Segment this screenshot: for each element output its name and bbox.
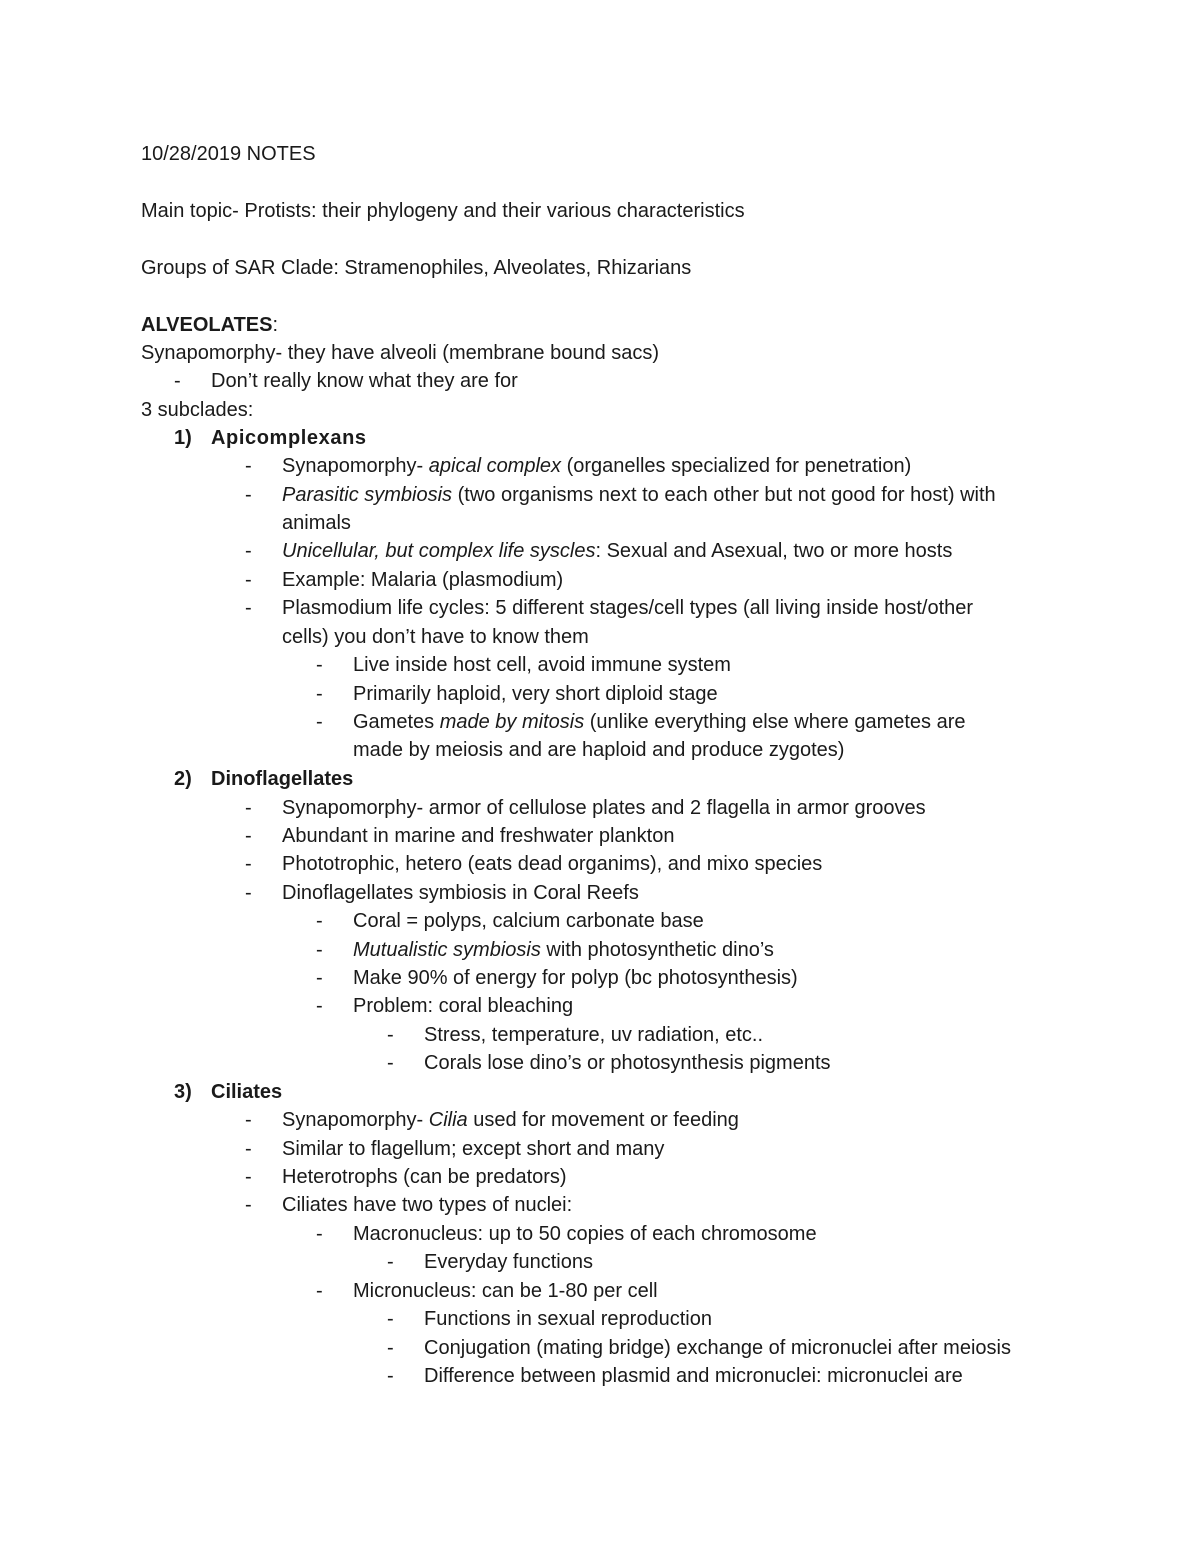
- bullet-dash: -: [316, 711, 323, 733]
- bullet-dash: -: [316, 967, 323, 989]
- bullet-dash: -: [387, 1024, 394, 1046]
- ciliates-bullet-4: Ciliates have two types of nuclei:: [282, 1194, 573, 1216]
- ciliates-number: 3): [174, 1081, 192, 1103]
- ciliates-sub-1: Macronucleus: up to 50 copies of each chromosome: [353, 1223, 817, 1245]
- ciliates-bullet-1: [282, 1106, 739, 1134]
- dinoflagellates-subsub-1: Stress, temperature, uv radiation, etc..: [424, 1024, 764, 1046]
- ciliates-subsub-4: Difference between plasmid and micronuclei: micronuclei are: [424, 1365, 963, 1387]
- bullet-dash: -: [245, 797, 252, 819]
- italic-term: Parasitic symbiosis: [282, 484, 453, 506]
- apicomplexans-plasmodium: Plasmodium life cycles: 5 different stages/cell types (all living inside host/other: [282, 597, 974, 619]
- text-segment: : Sexual and Asexual, two or more hosts: [595, 540, 953, 562]
- bullet-dash: -: [245, 1138, 252, 1160]
- text-segment: Synapomorphy-: [282, 1109, 429, 1131]
- subclades-label: 3 subclades:: [141, 399, 254, 421]
- bullet-dash: -: [387, 1365, 394, 1387]
- text-segment: Synapomorphy-: [282, 455, 429, 477]
- text-segment: with photosynthetic dino’s: [540, 939, 774, 961]
- bullet-dash: -: [245, 1194, 252, 1216]
- apicomplexans-plasmodium-cont: cells) you don’t have to know them: [282, 626, 589, 648]
- ciliates-heading: Ciliates: [211, 1081, 283, 1103]
- dinoflagellates-heading: Dinoflagellates: [211, 768, 354, 790]
- italic-term: made by mitosis: [439, 711, 585, 733]
- dinoflagellates-sub-3: Make 90% of energy for polyp (bc photosynthesis): [353, 967, 798, 989]
- apicomplexans-sub-3-cont: made by meiosis and are haploid and produce zygotes): [353, 739, 845, 761]
- bullet-dash: -: [387, 1052, 394, 1074]
- bullet-dash: -: [316, 1223, 323, 1245]
- bullet-dash: -: [245, 1109, 252, 1131]
- bullet-dash: -: [245, 1166, 252, 1188]
- date-line: 10/28/2019 NOTES: [141, 143, 316, 165]
- dinoflagellates-sub-2: [353, 936, 774, 964]
- dinoflagellates-bullet-2: Abundant in marine and freshwater plankton: [282, 825, 675, 847]
- bullet-dash: -: [387, 1251, 394, 1273]
- bullet-dash: -: [245, 540, 252, 562]
- ciliates-subsub-2: Functions in sexual reproduction: [424, 1308, 712, 1330]
- bullet-dash: -: [316, 654, 323, 676]
- apicomplexans-sub-1: Live inside host cell, avoid immune system: [353, 654, 731, 676]
- apicomplexans-sub-3: [353, 708, 966, 736]
- bullet-dash: -: [245, 825, 252, 847]
- italic-term: apical complex: [428, 455, 562, 477]
- italic-term: Cilia: [428, 1109, 468, 1131]
- ciliates-bullet-3: Heterotrophs (can be predators): [282, 1166, 567, 1188]
- alveolates-heading: [141, 311, 278, 339]
- bullet-dash: -: [245, 597, 252, 619]
- bullet-dash: -: [316, 910, 323, 932]
- apicomplexans-example: Example: Malaria (plasmodium): [282, 569, 564, 591]
- dinoflagellates-number: 2): [174, 768, 192, 790]
- bullet-dash: -: [245, 484, 252, 506]
- bullet-dash: -: [245, 455, 252, 477]
- dinoflagellates-bullet-3: Phototrophic, hetero (eats dead organims), and mixo species: [282, 853, 823, 875]
- ciliates-subsub-1: Everyday functions: [424, 1251, 593, 1273]
- dinoflagellates-subsub-2: Corals lose dino’s or photosynthesis pigments: [424, 1052, 831, 1074]
- apicomplexans-heading: Apicomplexans: [211, 427, 367, 449]
- text-segment: Gametes: [353, 711, 440, 733]
- alveolates-heading-colon: :: [272, 314, 279, 336]
- bullet-dash: -: [245, 853, 252, 875]
- text-segment: (unlike everything else where gametes are: [584, 711, 966, 733]
- ciliates-bullet-2: Similar to flagellum; except short and many: [282, 1138, 665, 1160]
- dinoflagellates-bullet-4: Dinoflagellates symbiosis in Coral Reefs: [282, 882, 639, 904]
- italic-term: Mutualistic symbiosis: [353, 939, 541, 961]
- dinoflagellates-sub-4: Problem: coral bleaching: [353, 995, 574, 1017]
- bullet-dash: -: [174, 370, 181, 392]
- apicomplexans-number: 1): [174, 427, 192, 449]
- text-segment: used for movement or feeding: [467, 1109, 739, 1131]
- dinoflagellates-bullet-1: Synapomorphy- armor of cellulose plates and 2 flagella in armor grooves: [282, 797, 926, 819]
- bullet-dash: -: [387, 1337, 394, 1359]
- bullet-dash: -: [245, 569, 252, 591]
- bullet-dash: -: [316, 939, 323, 961]
- bullet-dash: -: [316, 995, 323, 1017]
- bullet-dash: -: [245, 882, 252, 904]
- bullet-dash: -: [316, 1280, 323, 1302]
- alveolates-synapomorphy: Synapomorphy- they have alveoli (membrane bound sacs): [141, 342, 660, 364]
- apicomplexans-parasitic: [282, 481, 996, 509]
- text-segment: (two organisms next to each other but not good for host) with: [452, 484, 996, 506]
- apicomplexans-synapomorphy: [282, 452, 911, 480]
- dinoflagellates-sub-1: Coral = polyps, calcium carbonate base: [353, 910, 704, 932]
- groups-line: Groups of SAR Clade: Stramenophiles, Alveolates, Rhizarians: [141, 257, 692, 279]
- ciliates-subsub-3: Conjugation (mating bridge) exchange of micronuclei after meiosis: [424, 1337, 1011, 1359]
- bullet-dash: -: [387, 1308, 394, 1330]
- apicomplexans-unicellular: [282, 537, 952, 565]
- bullet-dash: -: [316, 683, 323, 705]
- italic-term: Unicellular, but complex life syscles: [282, 540, 596, 562]
- apicomplexans-parasitic-cont: animals: [282, 512, 351, 534]
- apicomplexans-sub-2: Primarily haploid, very short diploid stage: [353, 683, 718, 705]
- alveolates-heading-text: ALVEOLATES: [141, 314, 273, 336]
- main-topic-line: Main topic- Protists: their phylogeny and their various characteristics: [141, 200, 745, 222]
- alveolates-note: Don’t really know what they are for: [211, 370, 518, 392]
- ciliates-sub-2: Micronucleus: can be 1-80 per cell: [353, 1280, 658, 1302]
- text-segment: (organelles specialized for penetration): [561, 455, 912, 477]
